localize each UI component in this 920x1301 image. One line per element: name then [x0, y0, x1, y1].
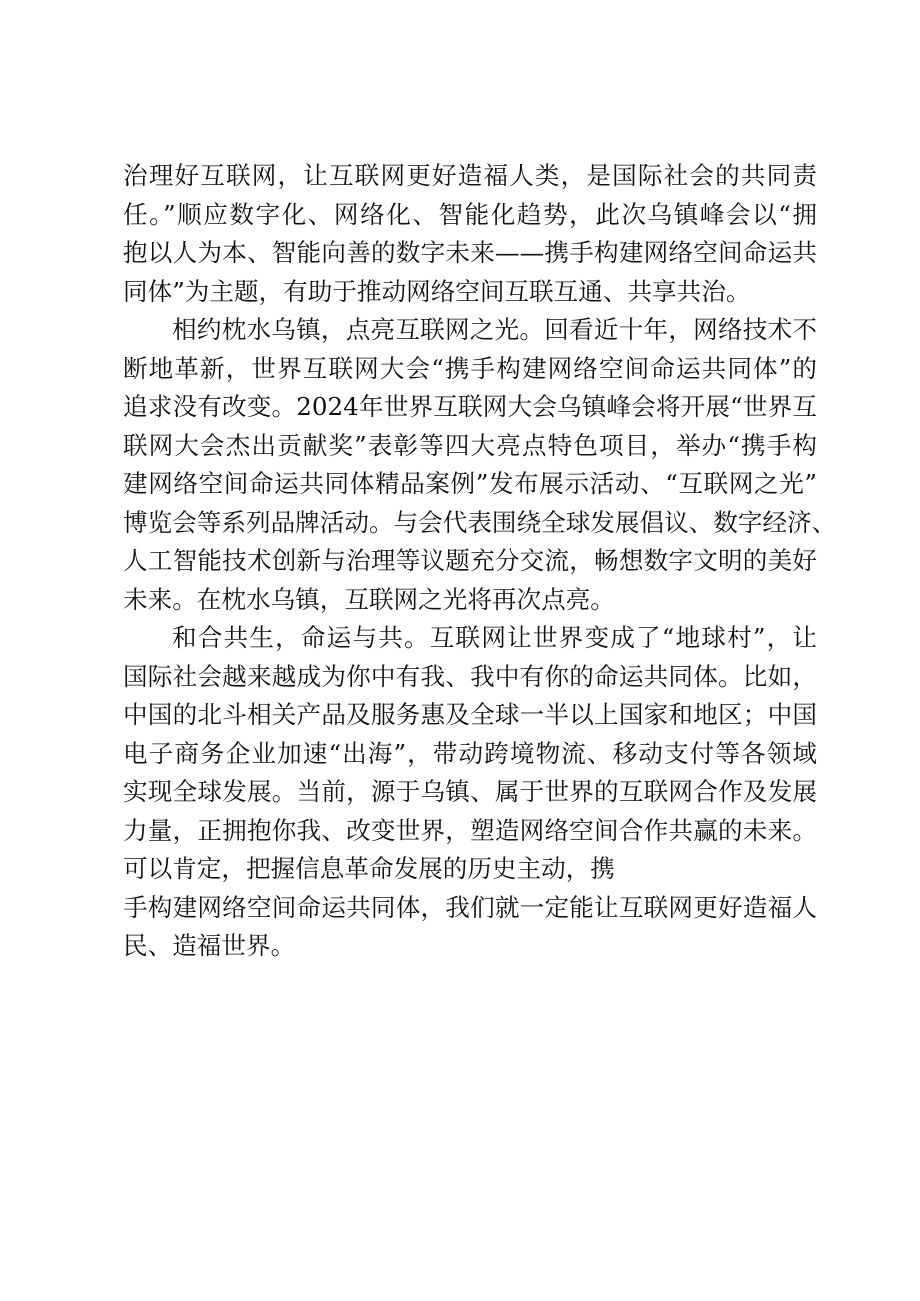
text-line: 实现全球发展。当前，源于乌镇、属于世界的互联网合作及发展 — [123, 777, 817, 806]
text-line: 同体”为主题，有助于推动网络空间互联互通、共享共治。 — [123, 276, 751, 306]
text-line: 电子商务企业加速“出海”，带动跨境物流、移动支付等各领域 — [123, 738, 817, 768]
text-line: 治理好互联网，让互联网更好造福人类，是国际社会的共同责 — [123, 161, 817, 190]
text-line: 和合共生，命运与共。互联网让世界变成了“地球村”，让 — [172, 623, 817, 652]
text-line: 断地革新，世界互联网大会“携手构建网络空间命运共同体”的 — [123, 353, 817, 383]
text-line: 联网大会杰出贡献奖”表彰等四大亮点特色项目，举办“携手构 — [123, 430, 817, 460]
text-line: 未来。在枕水乌镇，互联网之光将再次点亮。 — [123, 584, 615, 614]
text-line: 博览会等系列品牌活动。与会代表围绕全球发展倡议、数字经济、 — [123, 507, 837, 537]
text-line: 抱以人为本、智能向善的数字未来——携手构建网络空间命运共 — [123, 238, 817, 267]
text-line: 国际社会越来越成为你中有我、我中有你的命运共同体。比如， — [123, 661, 817, 691]
article-body — [123, 157, 837, 966]
text-line: 手构建网络空间命运共同体，我们就一定能让互联网更好造福人 — [123, 892, 817, 922]
text-line: 相约枕水乌镇，点亮互联网之光。回看近十年，网络技术不 — [172, 315, 817, 344]
text-line: 任。”顺应数字化、网络化、智能化趋势，此次乌镇峰会以“拥 — [123, 199, 817, 229]
text-line: 人工智能技术创新与治理等议题充分交流，畅想数字文明的美好 — [123, 546, 817, 575]
text-line: 追求没有改变。2024年世界互联网大会乌镇峰会将开展“世界互 — [123, 392, 817, 421]
text-line: 可以肯定，把握信息革命发展的历史主动，携 — [123, 854, 615, 883]
text-line: 力量，正拥抱你我、改变世界，塑造网络空间合作共赢的未来。 — [123, 815, 817, 845]
text-line: 建网络空间命运共同体精品案例”发布展示活动、“互联网之光” — [123, 469, 817, 498]
text-line: 中国的北斗相关产品及服务惠及全球一半以上国家和地区；中国 — [123, 700, 817, 729]
text-line: 民、造福世界。 — [123, 931, 296, 960]
